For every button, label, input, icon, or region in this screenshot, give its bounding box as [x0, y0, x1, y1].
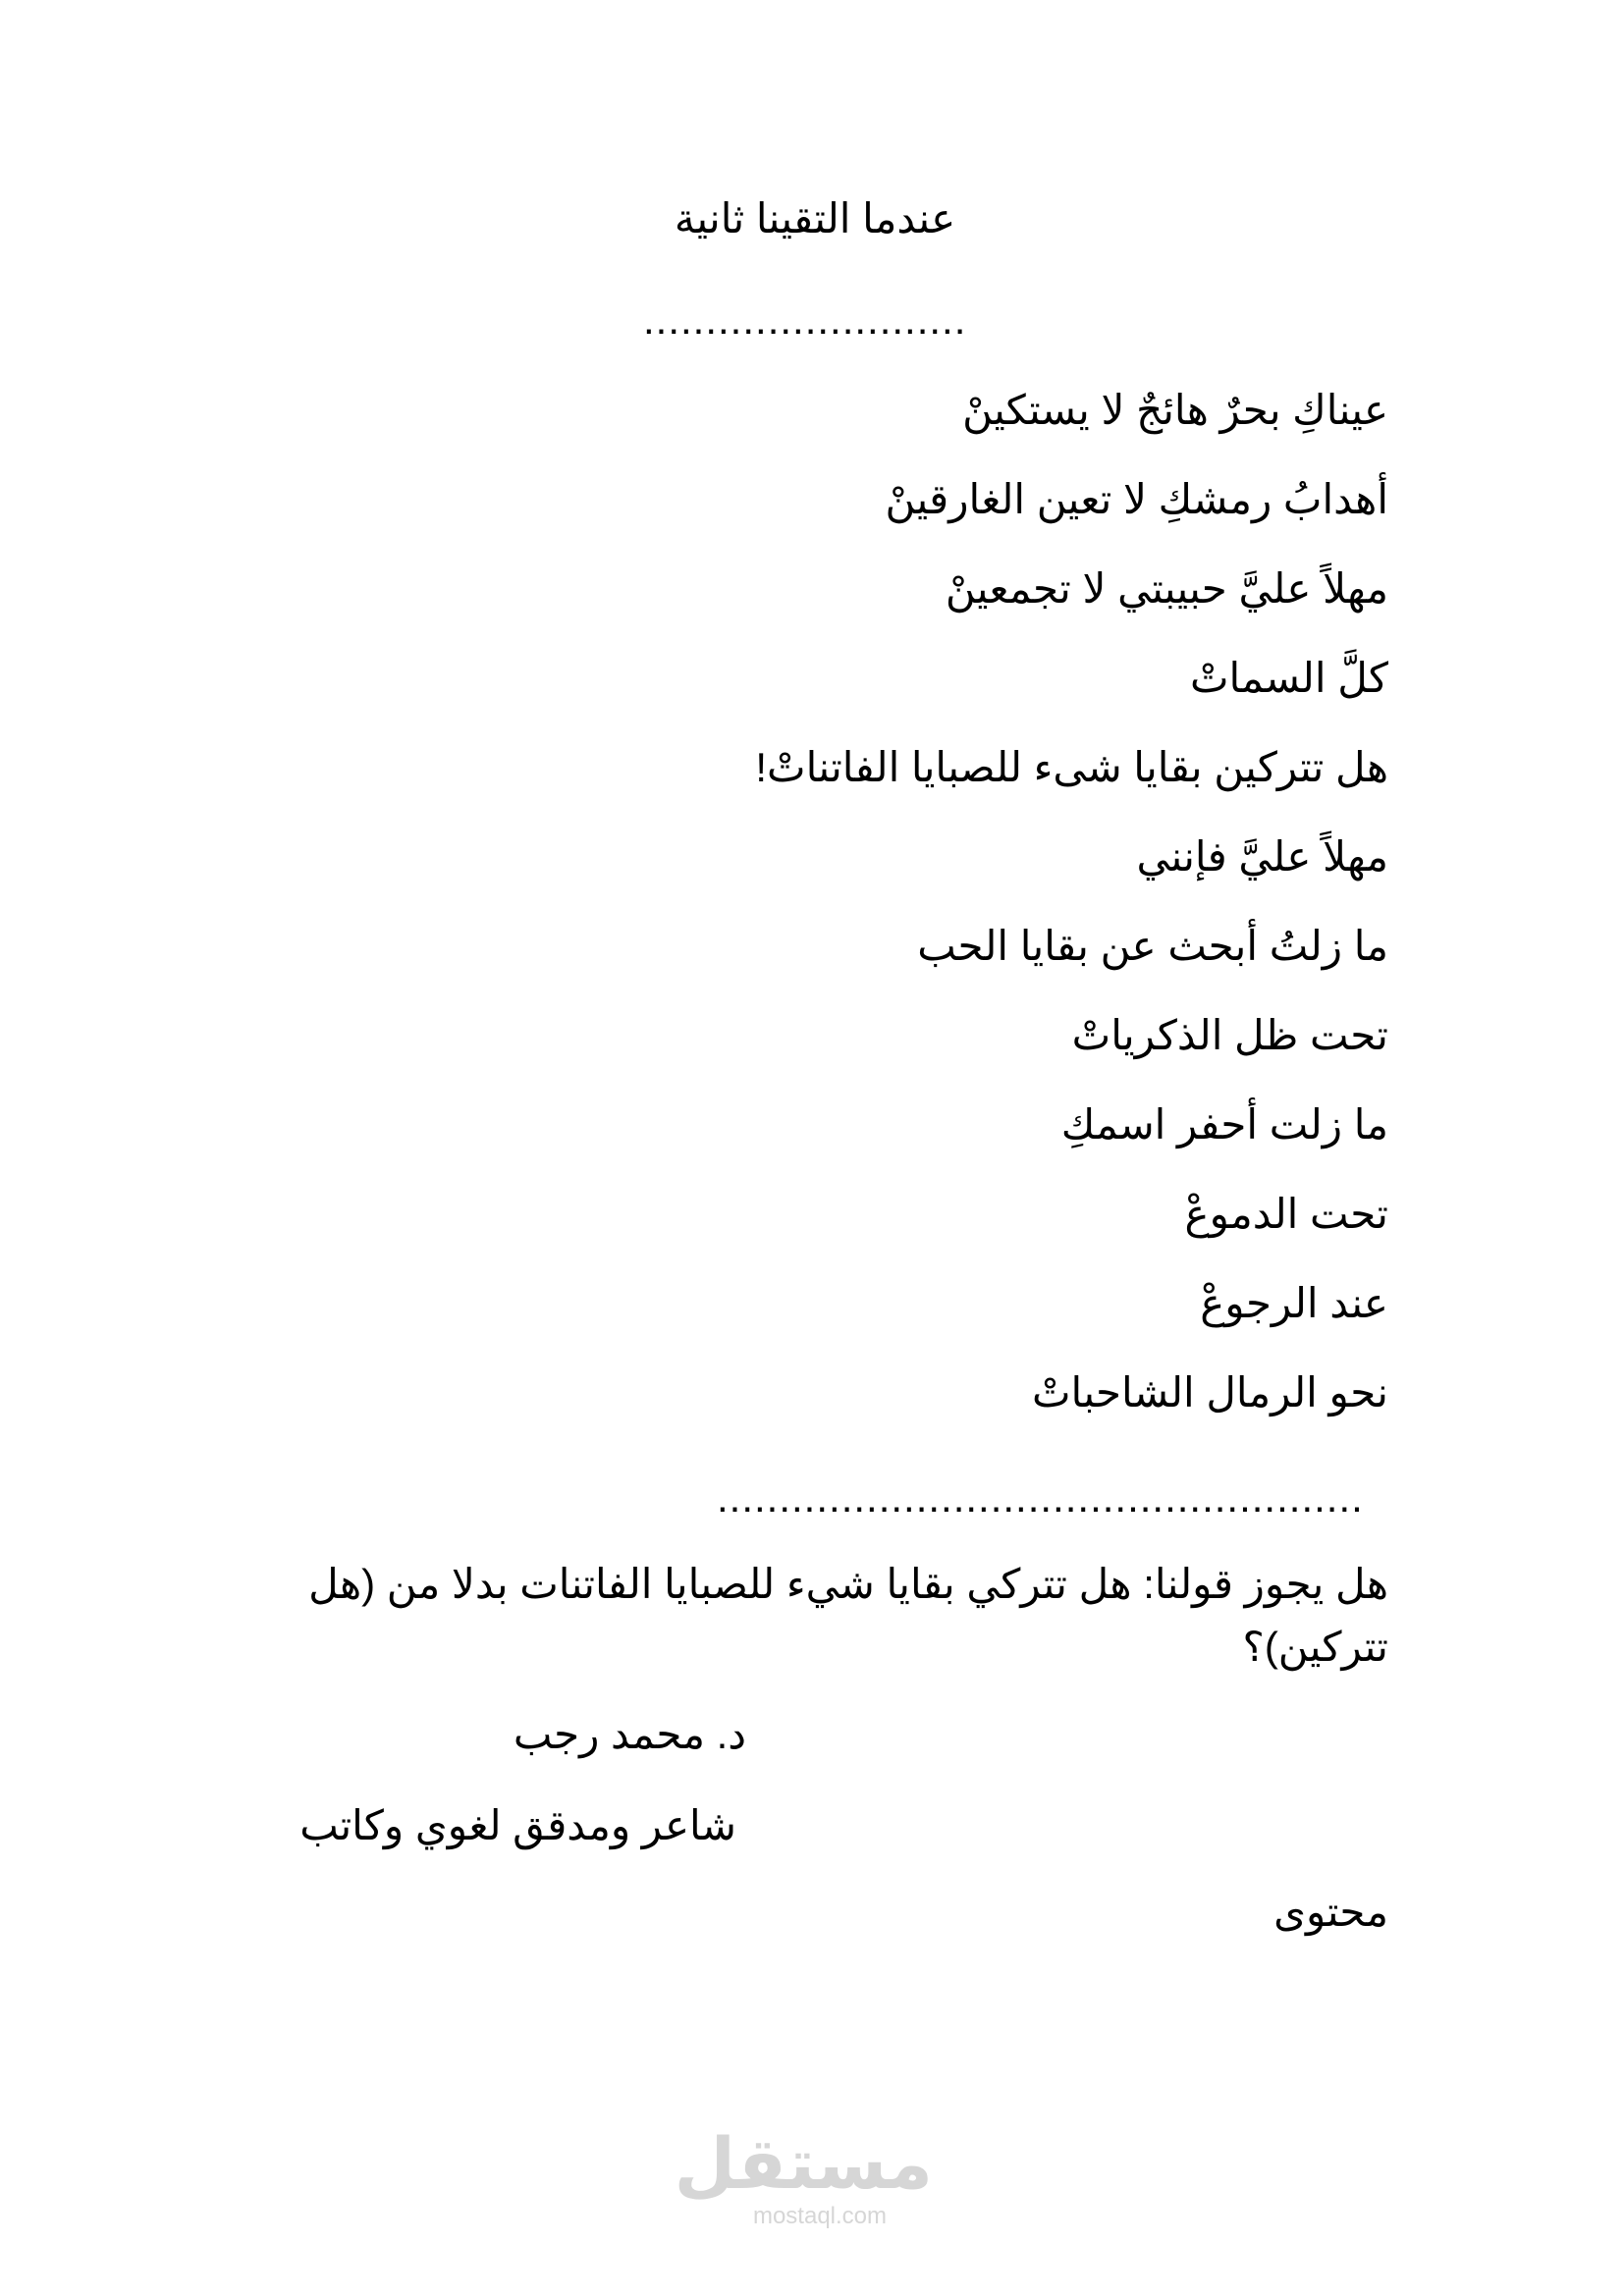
poem-line: أهدابُ رمشكِ لا تعين الغارقينْ — [885, 476, 1388, 522]
poem-body — [210, 365, 1388, 1437]
poem-line: تحت الدموعْ — [1184, 1191, 1388, 1237]
poem-title: عندما التقينا ثانية — [674, 195, 956, 241]
separator-top: .......................... — [643, 296, 967, 343]
poem-line: عيناكِ بحرٌ هائجٌ لا يستكينْ — [962, 387, 1388, 433]
poem-line: عند الرجوعْ — [1200, 1280, 1388, 1326]
separator-bottom: .................................................... — [717, 1474, 1364, 1521]
author-role: شاعر ومدقق لغوي وكاتب — [299, 1802, 736, 1848]
mostaql-watermark-logo — [674, 2125, 933, 2233]
category-label: محتوى — [1273, 1889, 1388, 1935]
poem-line: تحت ظل الذكرياتْ — [1071, 1012, 1388, 1058]
poem-line: كلَّ السماتْ — [1189, 655, 1388, 701]
question-paragraph: هل يجوز قولنا: هل تتركي بقايا شيء للصبايا الفاتنات بدلا من (هل تتركين)؟ — [308, 1561, 1388, 1670]
poem-line: نحو الرمال الشاحباتْ — [1032, 1369, 1388, 1415]
poem-line: هل تتركين بقايا شىء للصبايا الفاتناتْ! — [755, 744, 1388, 790]
poem-line: مهلاً عليَّ فإنني — [1136, 833, 1388, 880]
watermark-arabic-text: مستقل — [674, 2125, 933, 2204]
poem-line: مهلاً عليَّ حبيبتي لا تجمعينْ — [945, 565, 1388, 612]
poem-line: ما زلتُ أبحث عن بقايا الحب — [917, 923, 1388, 969]
author-name: د. محمد رجب — [513, 1711, 746, 1757]
poem-line: ما زلت أحفر اسمكِ — [1060, 1101, 1388, 1148]
watermark-latin-text: mostaql.com — [752, 2203, 888, 2229]
